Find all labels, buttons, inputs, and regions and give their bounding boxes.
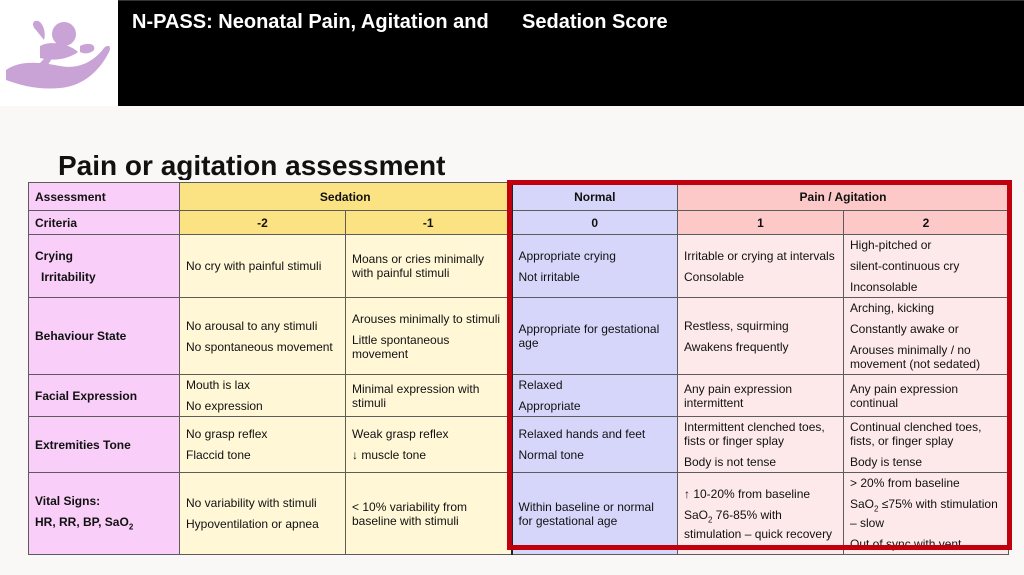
cell-text: Any pain expression intermittent [684,381,793,410]
score-row [29,211,1009,235]
normal-header: Normal [512,183,678,211]
cell-text: Hypoventilation or apnea [186,517,319,532]
cell-text: Appropriate crying [518,248,616,263]
criteria-cell [29,235,180,298]
criteria-cell: Extremities Tone [29,417,180,473]
cell-2 [844,417,1009,473]
score-minus-2: -2 [180,211,346,235]
cell-text: < 10% variability from baseline with stimuli [352,499,468,528]
cell-2 [844,375,1009,417]
cell-minus-2 [180,417,346,473]
cell-text: Normal tone [518,448,584,462]
criteria-label [35,515,173,534]
cell-text: Moans or cries minimally with painful stimuli [352,252,485,280]
criteria-header: Criteria [29,211,180,235]
criteria-label: Vital Signs: [35,493,101,508]
cell-text: Relaxed [518,378,563,392]
cell-text-part: 76-85% with stimulation – quick recovery [684,507,833,541]
page-title: N-PASS: Neonatal Pain, Agitation and Sedation Score [132,11,668,33]
table-row [29,375,1009,417]
cell-text: Arouses minimally / no movement (not sedated) [850,343,981,371]
npass-table [28,182,1009,555]
cell-text: Appropriate [518,399,581,413]
cell-minus-1 [346,298,512,375]
cell-1 [678,298,844,375]
cell-text: ↑ 10-20% from baseline [684,486,811,501]
cell-0 [512,375,678,417]
cell-text: Constantly awake or [850,322,959,336]
baby-in-hands-icon [0,0,118,106]
cell-0 [512,473,678,555]
subscript: 2 [874,504,879,514]
score-1: 1 [678,211,844,235]
cell-text: Arching, kicking [850,301,935,315]
table-header-row [29,183,1009,211]
cell-text: No grasp reflex [186,427,268,441]
cell-text: Within baseline or normal for gestational age [518,499,654,528]
cell-minus-1 [346,375,512,417]
cell-1 [678,417,844,473]
cell-2 [844,298,1009,375]
cell-text-part: SaO [684,507,709,522]
cell-text: Out of sync with vent [850,537,962,552]
table-row [29,473,1009,555]
cell-text: Little spontaneous movement [352,332,450,361]
cell-text: Flaccid tone [186,448,251,462]
cell-text: Appropriate for gestational age [518,322,660,350]
section-title: Pain or agitation assessment [58,150,446,180]
cell-text-part: SaO [850,497,875,511]
table-row [29,235,1009,298]
cell-text [684,508,837,541]
cell-text: Continual clenched toes, fists, or finger splay [850,420,982,448]
cell-minus-1 [346,235,512,298]
table-row [29,298,1009,375]
sedation-header: Sedation [180,183,512,211]
cell-minus-1 [346,473,512,555]
cell-text: Consolable [684,269,745,284]
cell-minus-2 [180,298,346,375]
cell-text: ↓ muscle tone [352,448,427,462]
cell-text: High-pitched or [850,238,932,252]
cell-1 [678,375,844,417]
cell-text: Intermittent clenched toes, fists or finger splay [684,420,825,448]
cell-0 [512,235,678,298]
cell-text: Relaxed hands and feet [518,427,646,441]
cell-text: No variability with stimuli [186,496,317,511]
cell-minus-2 [180,235,346,298]
cell-text: No arousal to any stimuli [186,318,318,333]
cell-minus-2 [180,375,346,417]
score-minus-1: -1 [346,211,512,235]
logo-area [0,0,118,106]
criteria-cell: Facial Expression [29,375,180,417]
cell-text: > 20% from baseline [850,476,960,490]
criteria-label: Irritability [41,269,96,284]
cell-2 [844,235,1009,298]
cell-1 [678,473,844,555]
cell-text: Body is not tense [684,455,777,469]
cell-text: Awakens frequently [684,339,789,354]
cell-text: No spontaneous movement [186,339,333,354]
cell-text: Arouses minimally to stimuli [352,311,501,326]
cell-text: Weak grasp reflex [352,427,449,441]
cell-text: No cry with painful stimuli [186,259,322,273]
score-0: 0 [512,211,678,235]
cell-text: No expression [186,399,263,413]
cell-0 [512,298,678,375]
criteria-label: Crying [35,248,74,263]
cell-2 [844,473,1009,555]
cell-text-part: ≤75% with stimulation – slow [850,497,998,531]
header-bar [118,0,1024,106]
cell-text: Minimal expression with stimuli [352,381,480,410]
cell-text: Irritable or crying at intervals [684,248,835,263]
cell-text: Mouth is lax [186,378,251,392]
pain-header: Pain / Agitation [678,183,1009,211]
criteria-cell [29,473,180,555]
subscript: 2 [128,521,134,531]
cell-text: Body is tense [850,455,923,469]
cell-1 [678,235,844,298]
table-row [29,417,1009,473]
subscript: 2 [708,514,713,524]
score-2: 2 [844,211,1009,235]
cell-text [850,497,1002,530]
criteria-text: HR, RR, BP, SaO [35,514,129,529]
criteria-cell: Behaviour State [29,298,180,375]
cell-minus-2 [180,473,346,555]
cell-text: Inconsolable [850,280,918,294]
cell-minus-1 [346,417,512,473]
cell-text: Any pain expression continual [850,381,959,410]
assessment-header: Assessment [29,183,180,211]
cell-text: Restless, squirming [684,318,789,333]
cell-0 [512,417,678,473]
cell-text: silent-continuous cry [850,259,960,273]
cell-text: Not irritable [518,269,580,284]
